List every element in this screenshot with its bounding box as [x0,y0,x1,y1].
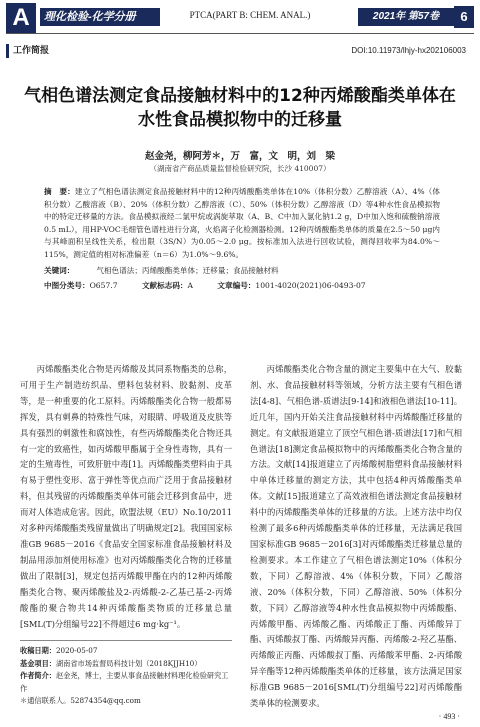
header-divider [6,33,474,34]
body-right-column [250,362,462,712]
body-left-column [20,362,232,632]
journal-logo-letter: A [6,3,36,33]
page-number: · 493 · [438,712,460,721]
author-affiliation: （湖南省产商品质量监督检验研究院，长沙 410007） [149,164,331,173]
fund-row [20,658,232,671]
fund-label: 基金项目： [20,658,56,668]
author-bio-label: 作者简介： [20,671,56,680]
year-volume-banner: 2021年 第57卷 [358,8,454,26]
section-tag: 工作简报 [6,44,53,58]
author-bio-row [20,670,232,695]
clc-value: O657.7 [89,281,118,291]
body-paragraph-intro: 丙烯酸酯类化合物是丙烯酸及其同系物酯类的总称，可用于生产制造纺织品、塑料包装材料、胶黏剂、皮革等，是一种重要的化工原料。丙烯酸酯类化合物一般都易挥发，具有刺鼻的特殊性气味，对眼睛、呼吸道及皮肤等具有强烈的刺激性和腐蚀性，有些丙烯酸酯类化合物还具有一定的致癌性，如丙烯酸甲酯属于全身性毒物，具有一定的生殖毒性，可致肝脏中毒[1]。丙烯酸酯类塑料由于具有易于塑性变形、富于弹性等优点而广泛用于食品接触材料，但其残留的丙烯酸酯类单体可能会迁移到食品中，进而对人体造成危害。因此，欧盟法规（EU）No.10/2011对多种丙烯酸酯类残留量做出了明确规定[2]。我国国家标准GB 9685－2016《食品安全国家标准食品接触材料及制品用添加剂使用标准》也对丙烯酸酯类化合物的迁移量做出了限制[3]，规定包括丙烯酸甲酯在内的12种丙烯酸酯类化合物、聚丙烯酸盐及2-丙烯酸-2-乙基己基-2-丙烯酸酯的聚合物共14种丙烯酸酯类物质的迁移量总量[SML(T)分组编号22]不得超过6 mg·kg⁻¹。 [20,364,232,629]
received-date: 2020-05-07 [55,646,98,655]
author-list: 赵金尧，柳阿芳＊，万 富，文 明，刘 梁 [144,151,335,162]
doc-code-value: A [187,281,193,291]
body-paragraph-methods: 丙烯酸酯类化合物含量的测定主要集中在大气、胶黏剂、水、食品接触材料等领域，分析方法主要有气相色谱法[4-8]、气相色谱-质谱法[9-14]和液相色谱法[10-11]。近几年，国内开始关注食品接触材料中丙烯酸酯迁移量的测定。有文献报道建立了顶空气相色谱-质谱法[17]和气相色谱法[18]测定食品模拟物中的丙烯酸酯类化合物含量的方法。文献[14]报道建立了丙烯酸树脂塑料食品接触材料中单体迁移量的测定方法，其中包括4种丙烯酸酯类单体。文献[15]报道建立了高效液相色谱法测定食品接触材料中的丙烯酸酯类单体的迁移量的方法。上述方法中均仅检测了最多6种丙烯酸酯类单体的迁移量，无法满足我国国家标准GB 9685－2016[3]对丙烯酸酯类迁移量总量的检测要求。本工作建立了气相色谱法测定10%（体积分数，下同）乙醇溶液、4%（体积分数，下同）乙酸溶液、20%（体积分数，下同）乙醇溶液、50%（体积分数，下同）乙醇溶液等4种水性食品模拟物中丙烯酸酯、丙烯酸甲酯、丙烯酸乙酯、丙烯酸正丁酯、丙烯酸异丁酯、丙烯酸叔丁酯、丙烯酸异丙酯、丙烯酸-2-羟乙基酯、丙烯酸正丙酯、丙烯酸叔丁酯、丙烯酸苯甲酯、2-丙烯酸异辛酯等12种丙烯酸酯类单体的迁移量，该方法满足国家标准GB 9685－2016[SML(T)分组编号22]对丙烯酸酯类单体的检测要求。 [250,364,462,709]
doi-label: DOI:10.11973/lhjy-hx202106003 [351,46,466,55]
corresponding-row [20,695,232,708]
abstract-label: 摘 要： [44,187,75,196]
journal-header [0,0,480,36]
article-title: 气相色谱法测定食品接触材料中的12种丙烯酸酯类单体在水性食品模拟物中的迁移量 [24,86,456,130]
corresponding-label: ＊通信联系人。 [20,696,71,705]
received-label: 收稿日期： [20,646,56,655]
received-date-row [20,645,232,658]
doc-code-label: 文献标志码： [141,281,188,291]
abstract-text: 建立了气相色谱法测定食品接触材料中的12种丙烯酸酯类单体在10%（体积分数）乙醇溶液（A）、4%（体积分数）乙酸溶液（B）、20%（体积分数）乙醇溶液（C）、50%（体积分数）乙醇溶液（D）等4种水性食品模拟物中的特定迁移量的方法。食品模拟液经二氯甲烷或涡旋萃取（A、B、C中加入氯化钠1.2 g，D中加入饱和硫酸钠溶液0.5 mL），用HP-VOC毛细管色谱柱进行分离，火焰离子化检测器检测。12种丙烯酸酯类单体的质量在2.5～50 μg内与其峰面积呈线性关系，检出限（3S/N）为0.05～2.0 μg。按标准加入法进行回收试验，测得回收率为84.0%～115%，测定值的相对标准偏差（n＝6）为1.0%～9.6%。 [44,187,440,259]
article-no-label: 文章编号： [217,281,256,291]
doc-code-group [142,281,193,290]
journal-name-banner: 理化检验-化学分册 [40,8,160,26]
article-footnote [20,640,232,708]
abstract-block [44,186,440,293]
author-bio-text: 赵金尧，博士，主要从事食品接触材料理化检验研究工作 [20,671,229,693]
keywords-text: 气相色谱法；丙烯酸酯类单体；迁移量；食品接触材料 [96,265,279,275]
clc-label: 中图分类号： [44,281,90,291]
keywords-row [44,265,440,278]
journal-english-title: PTCA(PART B: CHEM. ANAL.) [189,10,311,20]
classification-row [44,280,440,293]
clc-group [44,281,118,290]
article-no-group [217,281,365,290]
abstract-paragraph [44,186,440,262]
issue-number-chip: 6 [454,6,474,28]
corresponding-email: 52874354@qq.com [70,696,141,705]
keywords-label: 关键词： [44,265,75,275]
article-no-value: 1001-4020(2021)06-0493-07 [255,281,366,291]
fund-text: 湖南省市场监督局科技计划（2018KJJH10） [55,658,202,668]
